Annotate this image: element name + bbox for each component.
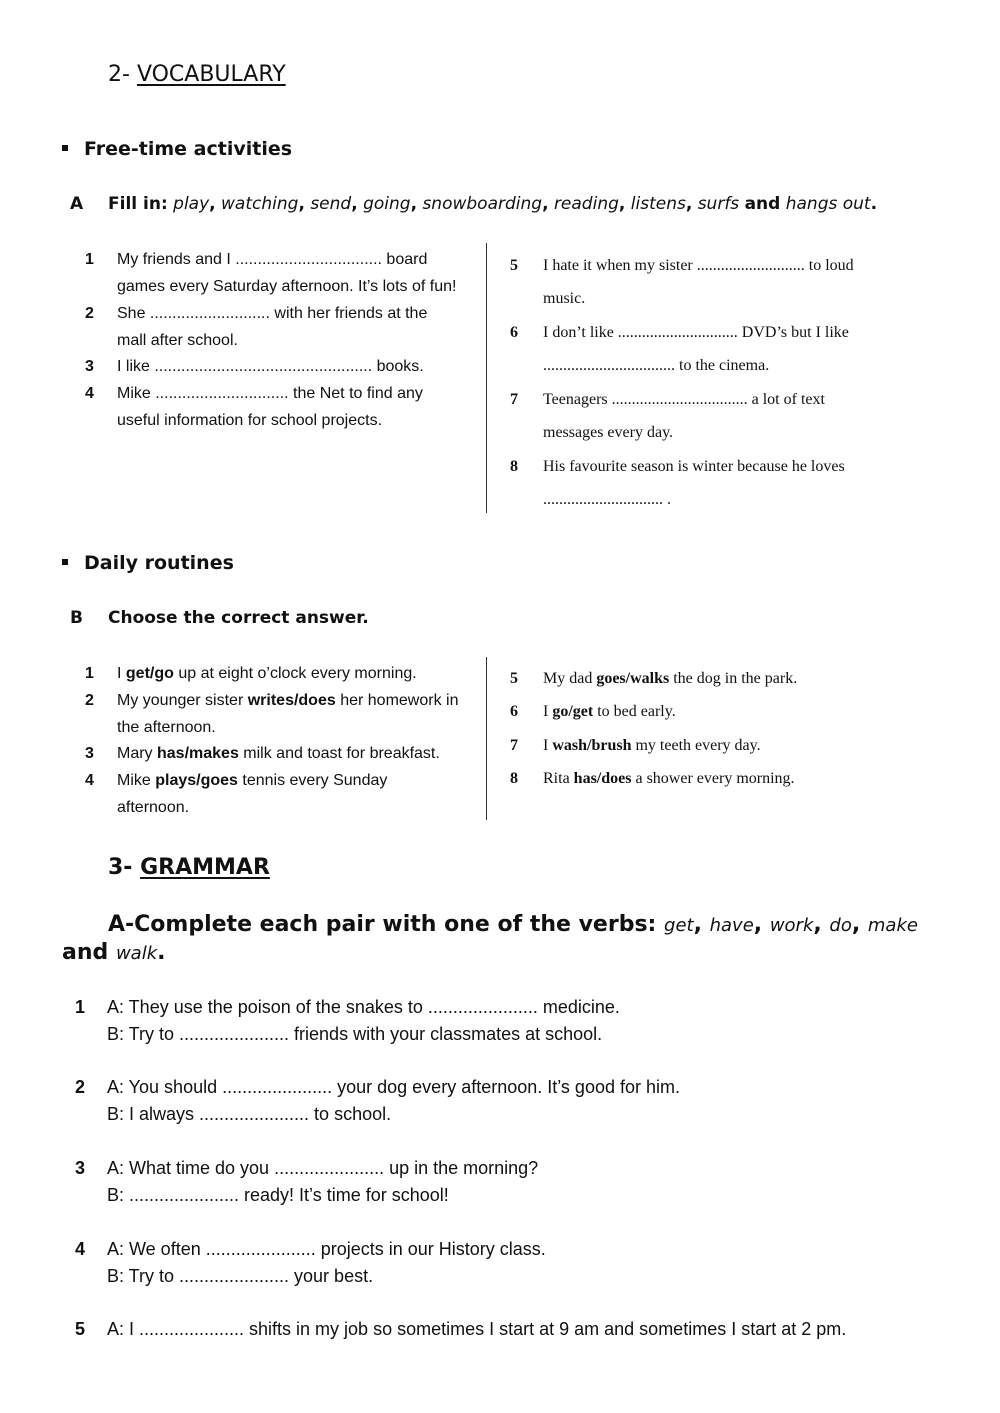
verb-bank-item: work [769, 915, 814, 936]
item-number: 8 [510, 458, 518, 475]
answer-choice: go/get [552, 703, 594, 720]
dialogue-line-b: B: ...................... ready! It’s time for school! [107, 1185, 449, 1205]
grammar-heading-title: GRAMMAR [140, 855, 270, 880]
item-number: 3 [75, 1158, 86, 1178]
vocabulary-heading [108, 62, 286, 87]
word-bank-item: surfs [697, 194, 740, 214]
word-bank-item: play [173, 194, 210, 214]
answer-choice: has/makes [157, 745, 239, 762]
dialogue-line-a: A: I ..................... shifts in my job so sometimes I start at 9 am and sometimes I start at 2 pm. [107, 1319, 847, 1339]
exercise-a-intro: Fill in: [108, 194, 168, 214]
item-number: 4 [85, 385, 94, 402]
grammar-heading [108, 855, 270, 880]
item-text: Mike [117, 772, 156, 789]
exercise-a-instruction: A Fill in: play, watching, send, going, snowboarding, reading, listens, surfs and hangs out. [70, 194, 878, 214]
dialogue-line-b: B: Try to ...................... friends with your classmates at school. [107, 1024, 603, 1044]
exercise-a-letter: A [70, 194, 84, 214]
item-number: 2 [85, 692, 94, 709]
item-text: I [117, 665, 126, 682]
item-text-line: .............................. . [543, 491, 671, 508]
item-text-line: Teenagers .................................. a lot of text [543, 391, 825, 408]
dialogue-line-b: B: Try to ...................... your best. [107, 1266, 374, 1286]
grammar-exercise-instruction: A-Complete each pair with one of the verbs: [108, 912, 657, 937]
word-bank-item: hangs out [785, 194, 871, 214]
verb-bank-item: get [664, 915, 694, 936]
free-time-heading [62, 138, 292, 160]
dialogue-line-a: A: We often ...................... projects in our History class. [107, 1239, 546, 1259]
free-time-heading-label: Free-time activities [84, 138, 293, 160]
daily-routines-heading [62, 552, 234, 574]
item-text: to bed early. [593, 703, 676, 720]
grammar-heading-number: 3- [108, 855, 133, 880]
item-text: a shower every morning. [631, 770, 795, 787]
item-number: 1 [85, 665, 94, 682]
dialogue-line-a: A: You should ...................... your dog every afternoon. It’s good for him. [107, 1077, 680, 1097]
item-text-line: I hate it when my sister ........................... to loud [543, 257, 854, 274]
item-text: the afternoon. [117, 719, 216, 736]
word-bank-and: and [744, 194, 781, 214]
item-text: I [543, 703, 553, 720]
item-number: 3 [85, 358, 94, 375]
dialogue-line-b: B: I always ...................... to school. [107, 1104, 392, 1124]
item-text-line: My friends and I ................................. board [117, 251, 428, 268]
bullet-square-icon [62, 145, 68, 151]
item-number: 5 [75, 1319, 86, 1339]
item-text-line: games every Saturday afternoon. It’s lots of fun! [117, 278, 457, 295]
item-text: Mary [117, 745, 157, 762]
word-bank-item: going [363, 194, 411, 214]
item-number: 1 [85, 251, 94, 268]
item-text-line: She ........................... with her friends at the [117, 305, 428, 322]
item-number: 3 [85, 745, 94, 762]
item-text-line: ................................. to the cinema. [543, 357, 770, 374]
item-number: 6 [510, 703, 518, 720]
verb-bank-item: have [709, 915, 754, 936]
verb-bank-item: walk [115, 943, 158, 964]
item-number: 5 [510, 257, 518, 274]
word-bank-item: snowboarding [422, 194, 543, 214]
item-text: My younger sister [117, 692, 248, 709]
item-text-line: useful information for school projects. [117, 412, 383, 429]
item-number: 5 [510, 670, 518, 687]
vocabulary-heading-title: VOCABULARY [136, 62, 286, 87]
answer-choice: goes/walks [596, 670, 670, 687]
item-text: my teeth every day. [631, 737, 761, 754]
item-number: 1 [75, 997, 86, 1017]
item-text-line: music. [543, 290, 586, 307]
item-number: 7 [510, 737, 518, 754]
exercise-b-letter: B [70, 608, 83, 628]
item-text-line: mall after school. [117, 332, 238, 349]
item-text: Rita [543, 770, 574, 787]
answer-choice: writes/does [247, 692, 336, 709]
item-text: her homework in [335, 692, 459, 709]
item-text: afternoon. [117, 799, 190, 816]
word-bank-item: reading [553, 194, 619, 214]
dialogue-line-a: A: What time do you ...................... up in the morning? [107, 1158, 539, 1178]
dialogue-line-a: A: They use the poison of the snakes to ...................... medicine. [107, 997, 620, 1017]
item-number: 8 [510, 770, 518, 787]
bullet-square-icon [62, 559, 68, 565]
item-text-line: messages every day. [543, 424, 674, 441]
word-bank-item: listens [630, 194, 686, 214]
word-bank-item: send [310, 194, 352, 214]
verb-bank-item: make [867, 915, 918, 936]
item-number: 7 [510, 391, 518, 408]
item-number: 2 [85, 305, 94, 322]
item-text-line: I don’t like .............................. DVD’s but I like [543, 324, 849, 341]
answer-choice: wash/brush [552, 737, 632, 754]
grammar-exercise-title: A-Complete each pair with one of the verbs: get, have, work, do, make and walk. [62, 912, 918, 965]
item-number: 4 [75, 1239, 86, 1259]
answer-choice: has/does [573, 770, 632, 787]
answer-choice: get/go [125, 665, 174, 682]
item-text: milk and toast for breakfast. [238, 745, 440, 762]
exercise-b-title: Choose the correct answer. [108, 608, 369, 628]
item-text: My dad [543, 670, 597, 687]
item-text-line: Mike .............................. the Net to find any [117, 385, 423, 402]
item-number: 2 [75, 1077, 86, 1097]
verb-bank-item: do [829, 915, 852, 936]
answer-choice: plays/goes [155, 772, 238, 789]
verb-bank-and: and [62, 940, 109, 965]
item-number: 4 [85, 772, 94, 789]
vocabulary-heading-number: 2- [108, 62, 130, 87]
word-bank-item: watching [221, 194, 299, 214]
item-text: the dog in the park. [669, 670, 798, 687]
item-text: up at eight o’clock every morning. [173, 665, 417, 682]
item-text-line: I like ................................................. books. [117, 358, 424, 375]
column-divider [486, 657, 487, 820]
item-number: 6 [510, 324, 518, 341]
item-text: tennis every Sunday [237, 772, 388, 789]
column-divider [486, 243, 487, 513]
item-text-line: His favourite season is winter because he loves [543, 458, 845, 475]
daily-routines-heading-label: Daily routines [84, 552, 234, 574]
item-text: I [543, 737, 553, 754]
exercise-b-instruction [70, 608, 369, 628]
